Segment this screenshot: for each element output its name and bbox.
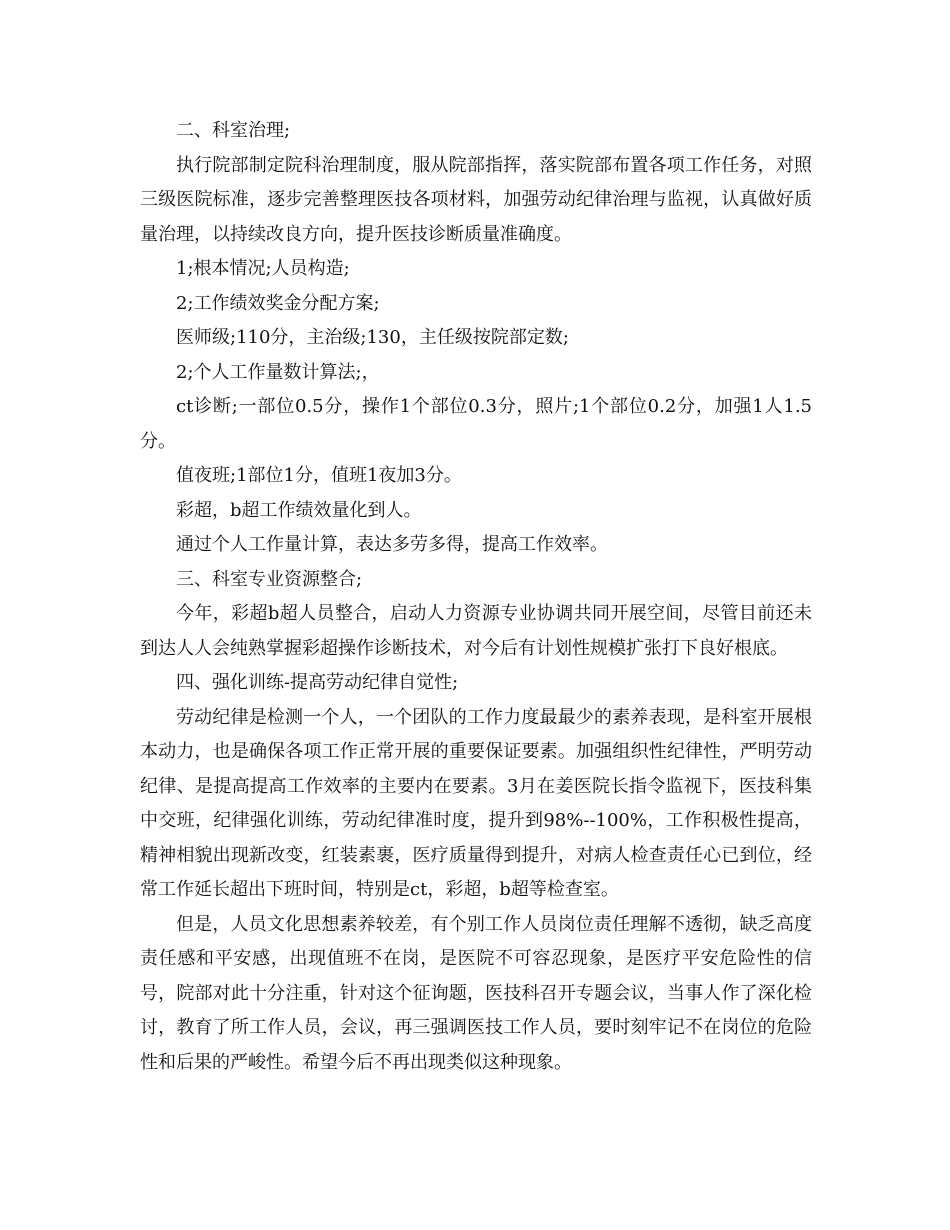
body-paragraph: 但是，人员文化思想素养较差，有个别工作人员岗位责任理解不透彻，缺乏高度责任感和平安感，出现值班不在岗，是医院不可容忍现象，是医疗平安危险性的信号，院部对此十分注重，针对这个征询题，医技科召开专题会议，当事人作了深化检讨，教育了所工作人员，会议，再三强调医技工作人员，要时刻牢记不在岗位的危险性和后果的严峻性。希望今后不再出现类似这种现象。 [140, 913, 812, 1073]
body-paragraph: 值夜班;1部位1分，值班1夜加3分。 [176, 465, 462, 486]
body-paragraph: 今年，彩超b超人员整合，启动人力资源专业协调共同开展空间，尽管目前还未到达人人会纯熟掌握彩超操作诊断技术，对今后有计划性规模扩张打下良好根底。 [140, 603, 812, 659]
body-paragraph: ct诊断;一部位0.5分，操作1个部位0.3分，照片;1个部位0.2分，加强1人1.5分。 [140, 396, 812, 452]
body-paragraph: 劳动纪律是检测一个人，一个团队的工作力度最最少的素养表现，是科室开展根本动力，也是确保各项工作正常开展的重要保证要素。加强组织性纪律性，严明劳动纪律、是提高提高工作效率的主要内在要素。3月在姜医院长指令监视下，医技科集中交班，纪律强化训练，劳动纪律准时度，提升到98%--100%，工作积极性提高，精神相貌出现新改变，红装素裹，医疗质量得到提升，对病人检查责任心已到位，经常工作延长超出下班时间，特别是ct，彩超，b超等检查室。 [140, 706, 812, 900]
section-heading-training-discipline: 四、强化训练-提高劳动纪律自觉性; [176, 672, 459, 693]
body-paragraph: 执行院部制定院科治理制度，服从院部指挥，落实院部布置各项工作任务，对照三级医院标准，逐步完善整理医技各项材料，加强劳动纪律治理与监视，认真做好质量治理，以持续改良方向，提升医技诊断质量准确度。 [140, 154, 812, 245]
list-item: 2;工作绩效奖金分配方案; [176, 292, 380, 314]
list-item: 2;个人工作量数计算法;， [176, 361, 380, 383]
list-item: 1;根本情况;人员构造; [176, 258, 350, 279]
body-paragraph: 通过个人工作量计算，表达多劳多得，提高工作效率。 [176, 534, 608, 555]
section-heading-resource-integration: 三、科室专业资源整合; [176, 568, 363, 590]
body-paragraph: 彩超，b超工作绩效量化到人。 [176, 499, 422, 521]
body-paragraph: 医师级;110分，主治级;130，主任级按院部定数; [176, 327, 569, 348]
document-body [140, 114, 812, 1080]
section-heading-department-management: 二、科室治理; [176, 120, 291, 141]
